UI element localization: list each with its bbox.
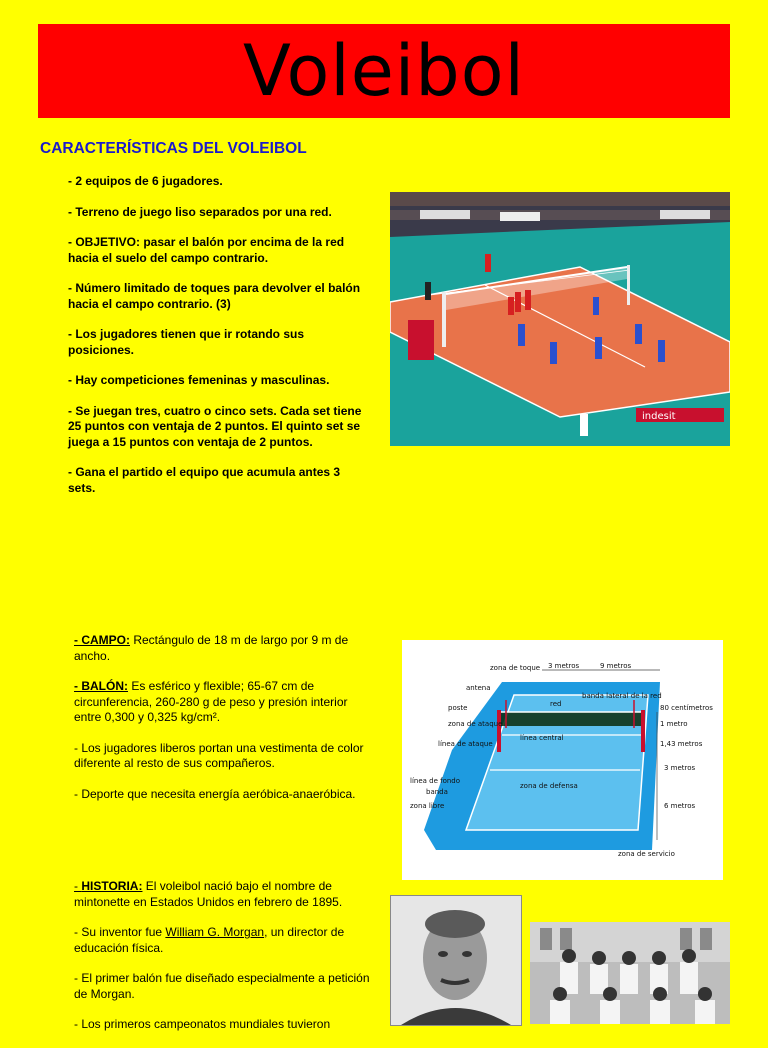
inventor-pre: - Su inventor fue xyxy=(74,925,166,939)
campo-paragraph xyxy=(74,633,374,664)
label-poste: poste xyxy=(448,704,468,712)
historia-dash: - xyxy=(74,879,82,893)
history-block xyxy=(74,879,374,1048)
label-linea-ataque: línea de ataque xyxy=(438,740,493,748)
balon-text: Es esférico y flexible; 65-67 cm de circunferencia, 260-280 g de peso y presión interior entre 0,300 y 0,325 kg/cm². xyxy=(74,679,348,724)
characteristics-list xyxy=(68,174,368,511)
bullet-item: - Se juegan tres, cuatro o cinco sets. Cada set tiene 25 puntos con ventaja de 2 puntos. El quinto set se juega a 15 puntos con ventaja de 2 puntos. xyxy=(68,403,362,449)
label-zona-toque: zona de toque xyxy=(490,664,541,672)
label-linea-central: línea central xyxy=(520,734,564,742)
label-red: red xyxy=(550,700,562,708)
libero-paragraph: - Los jugadores liberos portan una vestimenta de color diferente al resto de sus compañeros. xyxy=(74,740,364,770)
inventor-post: , un director de educación física. xyxy=(74,925,345,955)
bullet-item: - 2 equipos de 6 jugadores. xyxy=(68,174,223,188)
label-zona-defensa: zona de defensa xyxy=(520,782,578,790)
label-3-metros-top: 3 metros xyxy=(548,662,580,670)
cut-paragraph: - Los primeros campeonatos mundiales tuvieron xyxy=(74,1017,331,1031)
label-9-metros: 9 metros xyxy=(600,662,632,670)
label-banda-lateral: banda lateral de la red xyxy=(582,692,662,700)
historia-label: HISTORIA: xyxy=(81,879,143,893)
inventor-paragraph xyxy=(74,925,374,956)
historia-paragraph xyxy=(74,879,374,910)
bullet-item: - Número limitado de toques para devolver el balón hacia el campo contrario. (3) xyxy=(68,281,361,311)
label-banda: banda xyxy=(426,788,448,796)
bullet-item: - OBJETIVO: pasar el balón por encima de la red hacia el suelo del campo contrario. xyxy=(68,235,345,265)
label-1-metro: 1 metro xyxy=(660,720,688,728)
specs-block xyxy=(74,633,374,817)
court-diagram xyxy=(402,640,723,880)
label-1-43-metros: 1,43 metros xyxy=(660,740,703,748)
page-title: Voleibol xyxy=(243,30,525,112)
label-6-metros: 6 metros xyxy=(664,802,696,810)
balon-label: - BALÓN: xyxy=(74,679,128,693)
campo-label: - CAMPO: xyxy=(74,633,130,647)
label-linea-fondo: línea de fondo xyxy=(410,777,461,785)
label-zona-libre: zona libre xyxy=(410,802,445,810)
label-80-cm: 80 centímetros xyxy=(660,704,713,712)
label-antena: antena xyxy=(466,684,491,692)
bullet-item: - Los jugadores tienen que ir rotando sus posiciones. xyxy=(68,327,305,357)
match-photo xyxy=(390,192,730,446)
bullet-item: - Terreno de juego liso separados por una red. xyxy=(68,204,332,219)
historia-text: El voleibol nació bajo el nombre de mintonette en Estados Unidos en febrero de 1895. xyxy=(74,879,343,909)
bullet-item: - Hay competiciones femeninas y masculinas. xyxy=(68,373,330,387)
label-zona-ataque: zona de ataque xyxy=(448,720,503,728)
label-zona-servicio: zona de servicio xyxy=(618,850,675,858)
title-banner xyxy=(38,24,730,118)
inventor-name: William G. Morgan xyxy=(165,925,265,939)
label-3-metros-side: 3 metros xyxy=(664,764,696,772)
team-photo xyxy=(530,922,730,1024)
section-title: CARACTERÍSTICAS DEL VOLEIBOL xyxy=(40,140,307,157)
energia-paragraph: - Deporte que necesita energía aeróbica-anaeróbica. xyxy=(74,786,356,801)
morgan-portrait xyxy=(390,895,522,1026)
bullet-item: - Gana el partido el equipo que acumula antes 3 sets. xyxy=(68,465,341,495)
ad-text: indesit xyxy=(642,411,676,422)
campo-text: Rectángulo de 18 m de largo por 9 m de ancho. xyxy=(74,633,349,663)
balon-paragraph xyxy=(74,679,374,726)
balon-morgan-paragraph: - El primer balón fue diseñado especialmente a petición de Morgan. xyxy=(74,971,370,1001)
